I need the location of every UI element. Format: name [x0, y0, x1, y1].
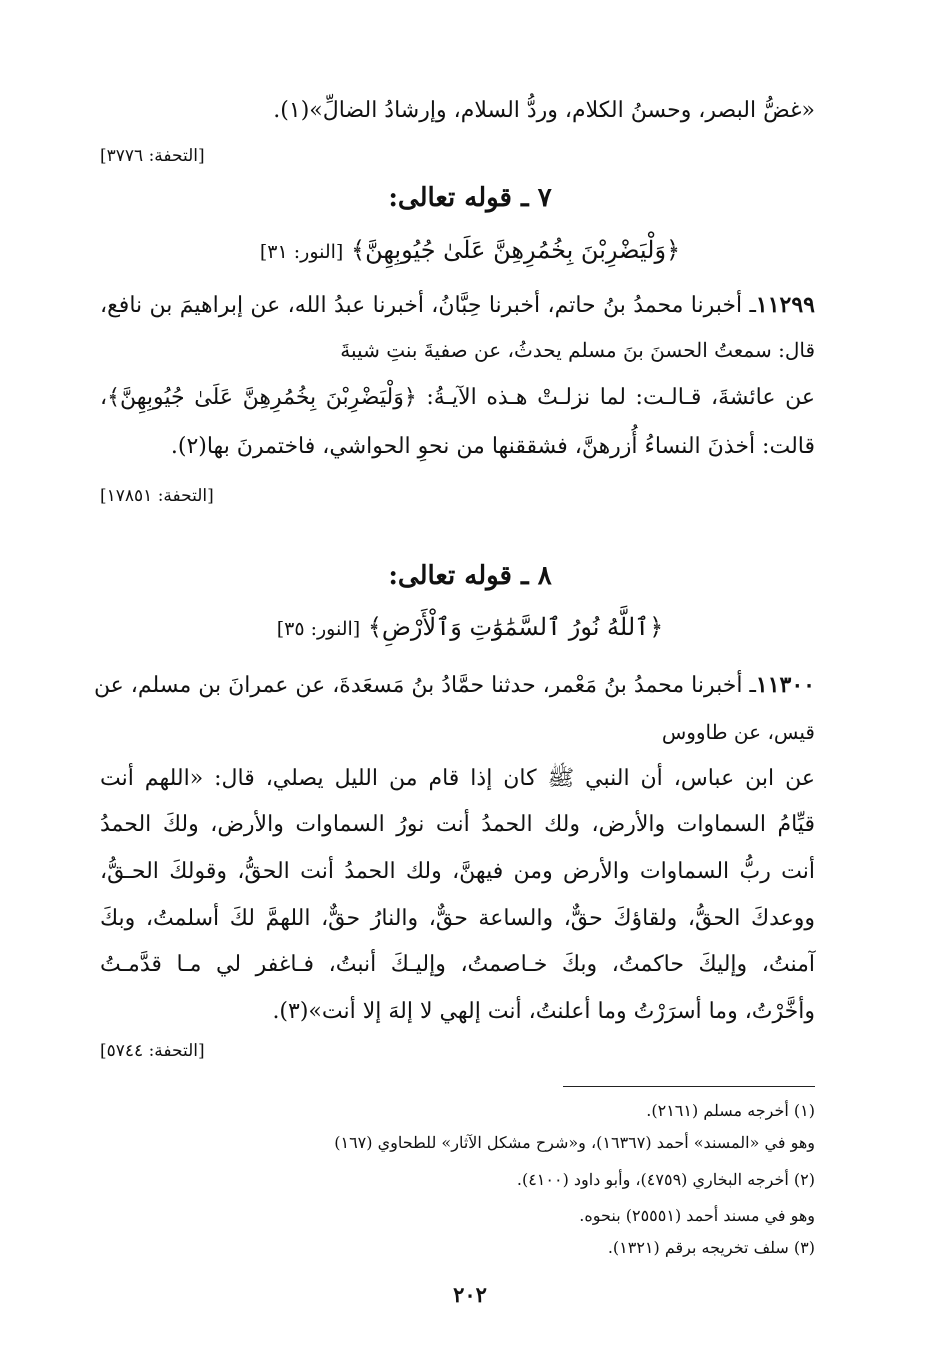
section-heading-7: ٧ ـ قوله تعالى: — [388, 183, 552, 213]
quran-verse-7 — [0, 236, 940, 264]
hadith-line: عن ابن عباس، أن النبي ﷺ كان إذا قام من الليل يصلي، قال: «اللهم أنت — [100, 766, 815, 791]
hadith-text: ـ أخبرنا محمدُ بنُ حاتم، أخبرنا حِبَّانُ، أخبرنا عبدُ الله، عن إبراهيمَ بن نافع، — [100, 293, 756, 318]
section-heading-8: ٨ ـ قوله تعالى: — [388, 561, 552, 591]
tuhfa-reference: [التحفة: ٥٧٤٤] — [100, 1041, 205, 1061]
tuhfa-reference: [التحفة: ٣٧٧٦] — [100, 146, 205, 166]
verse-reference: [النور: ٣٥] — [276, 618, 361, 640]
footnote: وهو في «المسند» أحمد (١٦٣٦٧)، و«شرح مشكل الآثار» للطحاوي (١٦٧) — [334, 1133, 815, 1152]
footnote: (١) أخرجه مسلم (٢١٦١). — [646, 1101, 815, 1120]
verse-reference: [النور: ٣١] — [259, 241, 344, 263]
hadith-line — [93, 670, 815, 701]
footnote-divider — [563, 1086, 815, 1087]
hadith-line: آمنتُ، وإليكَ حاكمتُ، وبكَ خـاصمتُ، وإليـكَ أنبتُ، فـاغفر لي مـا قدَّمـتُ — [100, 952, 815, 977]
footnote: (٣) سلف تخريجه برقم (١٣٢١). — [607, 1238, 815, 1257]
hadith-line — [100, 290, 815, 321]
footnote: وهو في مسند أحمد (٢٥٥٥١) بنحوه. — [579, 1206, 815, 1225]
hadith-number: ١١٢٩٩ — [755, 292, 815, 318]
page-number: ٢٠٢ — [453, 1282, 487, 1307]
hadith-line: قيِّامُ السماوات والأرض، ولك الحمدُ أنت نورُ السماوات والأرض، ولكَ الحمدُ — [100, 812, 815, 837]
hadith-line: وأخَّرْتُ، وما أسرَرْتُ وما أعلنتُ، أنت إلهي لا إلهَ إلا أنت»(٣). — [272, 999, 815, 1024]
hadith-line: قيس، عن طاووس — [661, 720, 815, 744]
hadith-line: قال: سمعتُ الحسنَ بنَ مسلم يحدثُ، عن صفيةَ بنتِ شيبةَ — [340, 338, 815, 362]
hadith-line: عن عائشةَ، قـالـت: لما نزلـتْ هـذه الآيـةُ: ﴿وَلْيَضْرِبْنَ بِخُمُرِهِنَّ عَلَىٰ جُيُوبِهِنَّ﴾، — [100, 385, 815, 410]
hadith-line: ووعدكَ الحقُّ، ولقاؤكَ حقٌّ، والساعة حقٌّ، والنارُ حقٌّ، اللهمَّ لكَ أسلمتُ، وبكَ — [100, 906, 815, 931]
quran-verse-8 — [0, 613, 940, 641]
verse-text: ﴿ٱللَّهُ نُورُ ٱلسَّمَٰوَٰتِ وَٱلْأَرْضِ﴾ — [367, 613, 664, 641]
footnote: (٢) أخرجه البخاري (٤٧٥٩)، وأبو داود (٤١٠٠). — [516, 1170, 815, 1189]
hadith-line: قالت: أخذنَ النساءُ أُزرهنَّ، فشققنها من نحوِ الحواشي، فاختمرنَ بها(٢). — [170, 434, 815, 459]
hadith-line: أنت ربُّ السماوات والأرض ومن فيهنَّ، ولك الحمدُ أنت الحقُّ، وقولكَ الحـقُّ، — [100, 859, 815, 884]
hadith-number: ١١٣٠٠ — [755, 672, 815, 698]
hadith-text: ـ أخبرنا محمدُ بنُ مَعْمر، حدثنا حمَّادُ بنُ مَسعَدةَ، عن عمرانَ بن مسلم، عن — [93, 673, 756, 698]
verse-text: ﴿وَلْيَضْرِبْنَ بِخُمُرِهِنَّ عَلَىٰ جُيُوبِهِنَّ﴾ — [351, 236, 681, 264]
tuhfa-reference: [التحفة: ١٧٨٥١] — [100, 486, 214, 506]
continuation-line: «غضُّ البصر، وحسنُ الكلام، وردُّ السلام، وإرشادُ الضالِّ»(١). — [273, 98, 815, 123]
